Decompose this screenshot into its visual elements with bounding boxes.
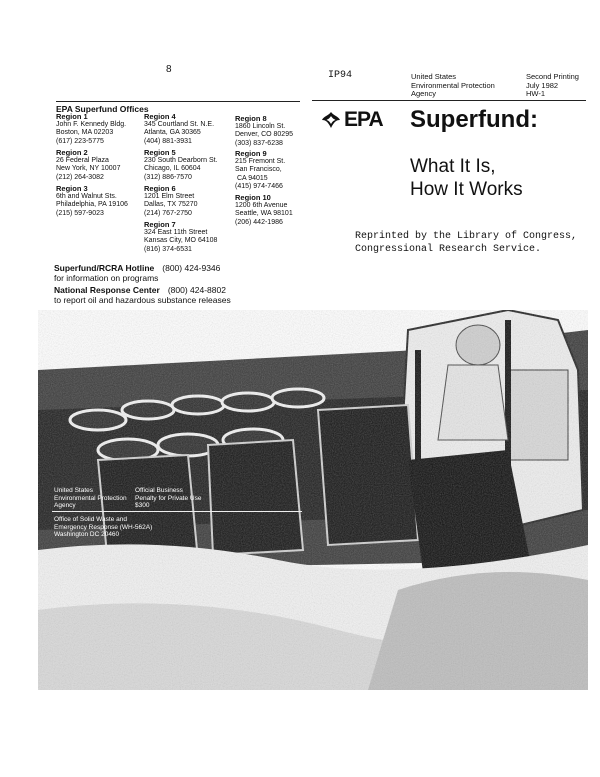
region-7 [144,221,217,254]
region-name: Region 9 [235,149,267,158]
document-subtitle [410,155,523,201]
mailer-office [54,516,152,539]
epa-flower-icon [320,110,342,130]
hotline-label: Superfund/RCRA Hotline [54,263,155,273]
region-line: 345 Courtland St. N.E. [144,121,215,129]
region-line: 26 Federal Plaza [56,157,109,165]
reprint-line: Reprinted by the Library of Congress, [355,231,578,242]
mailer-line: Office of Solid Waste and [54,516,127,523]
region-name: Region 3 [56,184,88,193]
region-1 [56,113,126,146]
region-name: Region 7 [144,220,176,229]
region-name: Region 10 [235,193,271,202]
hotline-desc: for information on programs [54,272,159,283]
region-name: Region 5 [144,148,176,157]
region-line: 6th and Walnut Sts. [56,193,117,201]
region-line: Atlanta, GA 30365 [144,129,201,137]
region-name: Region 8 [235,114,267,123]
agency-block [411,73,495,99]
region-line: (215) 597-9023 [56,209,104,217]
region-line: (404) 881-3931 [144,137,192,145]
mailer-line: Penalty for Private Use [135,494,202,502]
region-line: (303) 837-6238 [235,139,283,147]
printing-line: HW-1 [526,89,546,99]
agency-line: United States [411,72,457,81]
region-line: 230 South Dearborn St. [144,157,218,165]
mailer-line: $300 [135,502,150,509]
region-line: Chicago, IL 60604 [144,165,201,173]
region-line: 324 East 11th Street [144,229,208,237]
mailer-line: Agency [54,502,76,509]
region-line: 1201 Elm Street [144,193,195,201]
region-line: San Francisco, [235,166,282,174]
mailer-line: Emergency Response (WH-562A) [54,523,153,531]
region-line: Seattle, WA 98101 [235,210,293,218]
region-line: (816) 374-6531 [144,245,192,253]
region-name: Region 2 [56,148,88,157]
region-8 [235,115,293,148]
hotline-number: (800) 424-9346 [162,263,221,273]
mailer-line: Washington DC 20460 [54,531,120,538]
masthead-rule [312,100,586,101]
region-line: Denver, CO 80295 [235,131,293,139]
printing-line: July 1982 [526,80,559,90]
page-number: 8 [166,64,172,75]
mailer-rule [52,511,302,512]
reprint-note [355,230,577,256]
region-name: Region 6 [144,184,176,193]
offices-title: EPA Superfund Offices [56,104,149,114]
region-line: (312) 886-7570 [144,173,192,181]
region-10 [235,194,293,227]
mailer-postage [135,487,201,510]
region-line: Philadelphia, PA 19106 [56,201,128,209]
region-line: (206) 442-1986 [235,218,283,226]
region-line: John F. Kennedy Bldg. [56,121,127,129]
mailer-sender [54,487,127,510]
catalog-number: IP94 [328,70,353,81]
mailer-line: Environmental Protection [54,494,127,502]
mailer-line: Official Business [135,487,183,494]
epa-logo [320,108,383,132]
subtitle-line: What It Is, [410,156,496,177]
mailer-line: United States [54,487,94,494]
region-line: (214) 767-2750 [144,209,192,217]
region-line: 215 Fremont St. [235,158,286,166]
epa-logo-text: EPA [344,108,383,131]
region-line: (415) 974-7466 [235,182,283,190]
reprint-line: Congressional Research Service. [355,244,542,255]
region-4 [144,113,214,146]
region-line: New York, NY 10007 [56,165,121,173]
printing-block [526,73,579,99]
region-line: Kansas City, MO 64108 [144,237,218,245]
region-line: (212) 264-3082 [56,173,104,181]
region-9 [235,150,285,191]
region-name: Region 1 [56,112,88,121]
nrc-desc: to report oil and hazardous substance releases [54,294,231,305]
agency-line: Environmental Protection [411,80,495,90]
region-line: CA 94015 [235,174,268,182]
region-2 [56,149,120,182]
region-3 [56,185,128,218]
document-title: Superfund: [410,106,538,133]
agency-line: Agency [411,89,437,99]
printing-line: Second Printing [526,72,579,81]
region-line: 1200 6th Avenue [235,202,288,210]
nrc-label: National Response Center [54,285,160,295]
region-name: Region 4 [144,112,176,121]
region-line: 1860 Lincoln St. [235,123,286,131]
region-6 [144,185,198,218]
region-5 [144,149,218,182]
region-line: Boston, MA 02203 [56,129,114,137]
region-line: Dallas, TX 75270 [144,201,198,209]
nrc-number: (800) 424-8802 [167,285,226,295]
nrc-block [54,286,231,305]
region-line: (617) 223-5775 [56,137,104,145]
subtitle-line: How It Works [410,179,523,200]
hotline-block [54,264,220,283]
